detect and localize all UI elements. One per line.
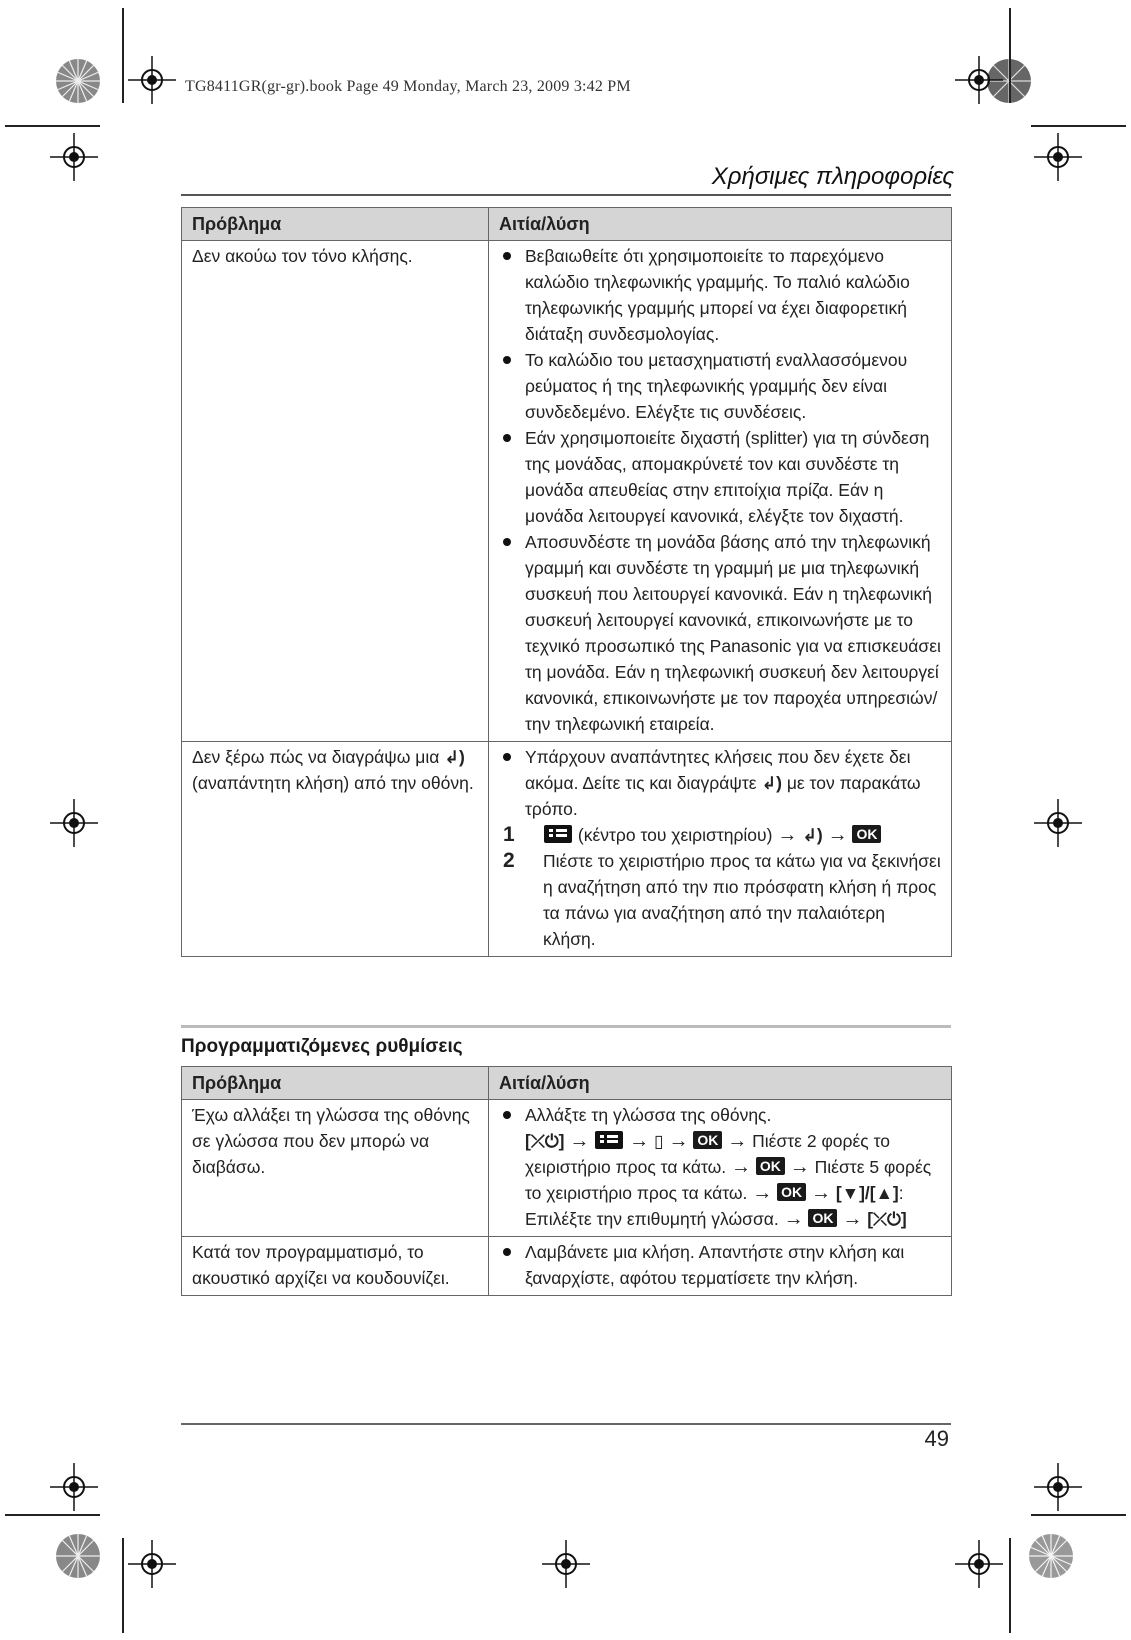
solution-bullet: Λαμβάνετε μια κλήση. Απαντήστε στην κλήση και ξαναρχίστε, αφότου τερματίσετε την κλήση. [499,1239,941,1291]
missed-call-icon: ↲) [761,773,782,793]
handset-settings-icon: ▯ [654,1131,664,1151]
table-row [182,1100,952,1237]
footer-rule [181,1423,951,1425]
ok-key-icon: OK [693,1131,722,1149]
solution-cell [489,1237,952,1296]
solution-bullet: Βεβαιωθείτε ότι χρησιμοποιείτε το παρεχόμενο καλώδιο τηλεφωνικής γραμμής. Το παλιό καλώδιο τηλεφωνικής γραμμής μπορεί να έχει διαφορετική διάταξη συνδεσμολογίας. [499,243,941,347]
troubleshooting-table [181,207,952,957]
registration-mark-right-3 [1034,1463,1082,1511]
solution-cell [489,742,952,957]
step-number: 1 [503,823,515,846]
off-key-icon: [⤫⏻] [525,1131,565,1151]
arrow-icon: → [727,1130,748,1152]
arrow-icon: → [777,824,798,846]
solution-bullet: Το καλώδιο του μετασχηματιστή εναλλασσόμενου ρεύματος ή της τηλεφωνικής γραμμής δεν είναι συνδεδεμένο. Ελέγξτε τις συνδέσεις. [499,347,941,425]
menu-key-icon [594,1130,624,1150]
ok-key-icon: OK [777,1183,806,1201]
table-row [182,1237,952,1296]
col-header-problem: Πρόβλημα [182,1067,489,1100]
color-rosette-top-left [55,58,101,104]
registration-mark-bottom-2 [542,1540,590,1588]
registration-mark-left-3 [50,1463,98,1511]
problem-cell: Δεν ξέρω πώς να διαγράψω μια ↲) (αναπάντητη κλήση) από την οθόνη. [182,742,489,957]
step-item: 1 (κέντρο του χειριστηρίου) → ↲) → OK [499,822,941,848]
missed-call-icon: ↲) [444,747,465,767]
arrow-icon: → [827,824,848,846]
crop-line [122,1538,124,1633]
col-header-problem: Πρόβλημα [182,208,489,241]
crop-line [1031,125,1126,127]
page-section-title: Χρήσιμες πληροφορίες [711,163,954,190]
registration-mark-left-1 [50,133,98,181]
ok-key-icon: OK [808,1209,837,1227]
solution-bullet: Αποσυνδέστε τη μονάδα βάσης από την τηλεφωνική γραμμή και συνδέστε τη γραμμή με μια τηλεφωνική συσκευή που λειτουργεί κανονικά. Εάν η τηλεφωνική συσκευή λειτουργεί κανονικά, επικοινωνήστε με το τεχνικό προσωπικό της Panasonic για να επισκευάσει τη μονάδα. Εάν η τηλεφωνική συσκευή δεν λειτουργεί κανονικά, επικοινωνήστε με τον παροχέα υπηρεσιών/την τηλεφωνική εταιρεία. [499,529,941,737]
off-key-icon: [⤫⏻] [867,1209,907,1229]
step-number: 2 [503,849,515,872]
registration-mark-top-2 [955,56,1003,104]
color-rosette-bottom-right [1028,1533,1074,1579]
col-header-cause: Αιτία/λύση [489,208,952,241]
arrow-icon: → [668,1130,689,1152]
section-heading: Προγραμματιζόμενες ρυθμίσεις [181,1036,463,1057]
crop-line [1009,8,1011,103]
registration-mark-bottom-1 [128,1540,176,1588]
missed-call-icon: ↲) [802,825,823,845]
arrow-icon: → [783,1208,804,1230]
crop-line [122,8,124,103]
col-header-cause: Αιτία/λύση [489,1067,952,1100]
table-row [182,742,952,957]
problem-cell: Κατά τον προγραμματισμό, το ακουστικό αρχίζει να κουδουνίζει. [182,1237,489,1296]
registration-mark-right-1 [1034,133,1082,181]
registration-mark-bottom-3 [955,1540,1003,1588]
updown-key-icon: [▼]/[▲] [835,1183,899,1203]
header-rule [181,194,951,196]
book-info-line: TG8411GR(gr-gr).book Page 49 Monday, March 23, 2009 3:42 PM [185,78,631,95]
arrow-icon: → [842,1208,863,1230]
page-number: 49 [924,1426,949,1451]
table-row [182,241,952,742]
problem-cell: Δεν ακούω τον τόνο κλήσης. [182,241,489,742]
settings-table [181,1066,952,1296]
arrow-icon: → [731,1156,752,1178]
solution-bullet: Εάν χρησιμοποιείτε διχαστή (splitter) για τη σύνδεση της μονάδας, απομακρύνετέ τον και συνδέστε τη μονάδα απευθείας στην επιτοίχια πρίζα. Εάν η μονάδα λειτουργεί κανονικά, ελέγξτε τον διχαστή. [499,425,941,529]
menu-key-icon [543,824,573,844]
solution-cell [489,241,952,742]
arrow-icon: → [629,1130,650,1152]
registration-mark-right-2 [1034,799,1082,847]
crop-line [5,1514,100,1516]
crop-line [1009,1538,1011,1633]
registration-mark-top-1 [128,56,176,104]
solution-cell [489,1100,952,1237]
arrow-icon: → [569,1130,590,1152]
step-item: 2 Πιέστε το χειριστήριο προς τα κάτω για να ξεκινήσει η αναζήτηση από την πιο πρόσφατη κλήση ή προς τα πάνω για αναζήτηση από την παλαιότερη κλήση. [503,849,941,949]
crop-line [5,125,100,127]
color-rosette-bottom-left [55,1533,101,1579]
arrow-icon: → [811,1182,832,1204]
crop-line [1031,1514,1126,1516]
problem-cell: Έχω αλλάξει τη γλώσσα της οθόνης σε γλώσσα που δεν μπορώ να διαβάσω. [182,1100,489,1237]
ok-key-icon: OK [852,825,881,843]
registration-mark-left-2 [50,799,98,847]
arrow-icon: → [752,1182,773,1204]
solution-bullet: Υπάρχουν αναπάντητες κλήσεις που δεν έχετε δει ακόμα. Δείτε τις και διαγράψτε ↲) με τον παρακάτω τρόπο. [499,744,941,822]
solution-bullet: Αλλάξτε τη γλώσσα της οθόνης. [⤫⏻] → → ▯ → OK → Πιέστε 2 φορές το χειριστήριο προς τα κάτω. → OK → Πιέστε 5 φορές το χειριστήριο προς τα κάτω. → OK → [▼]/[▲]: Επιλέξτε την επιθυμητή γλώσσα. → OK → [⤫⏻] [499,1102,941,1232]
arrow-icon: → [789,1156,810,1178]
ok-key-icon: OK [756,1157,785,1175]
section-rule [181,1025,951,1028]
